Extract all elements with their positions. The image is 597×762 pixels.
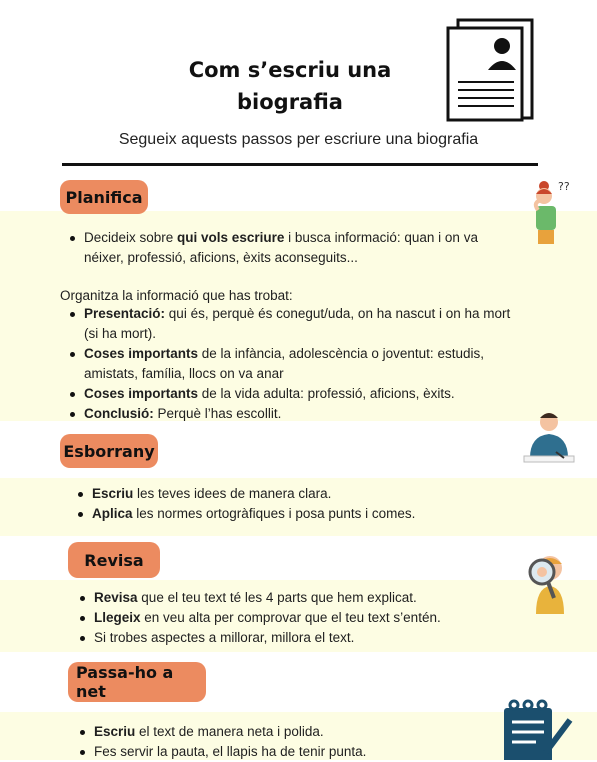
- clipboard-pencil-icon: [500, 698, 576, 760]
- list-item: Coses importants de la vida adulta: professió, aficions, èxits.: [68, 384, 518, 404]
- section-label-passa-ho: Passa-ho a net: [68, 662, 206, 702]
- planifica-list: [68, 304, 518, 424]
- writing-man-illustration: [516, 408, 582, 466]
- page-subtitle: Segueix aquests passos per escriure una biografia: [118, 131, 479, 148]
- section-label-revisa: Revisa: [68, 542, 160, 578]
- document-profile-icon: [444, 18, 536, 122]
- section-label-esborrany: Esborrany: [60, 434, 158, 468]
- planifica-intro: Organitza la informació que has trobat:: [60, 288, 293, 303]
- thinking-girl-illustration: [524, 176, 574, 246]
- passa-ho-list: [78, 722, 498, 762]
- esborrany-list: [76, 484, 526, 524]
- list-item: Fes servir la pauta, el llapis ha de tenir punta.: [78, 742, 498, 762]
- section-label-planifica: Planifica: [60, 180, 148, 214]
- revisa-list: [78, 588, 528, 648]
- list-item: Llegeix en veu alta per comprovar que el teu text s’entén.: [78, 608, 528, 628]
- magnifier-boy-illustration: [524, 548, 576, 618]
- list-item: Si trobes aspectes a millorar, millora el text.: [78, 628, 528, 648]
- list-item: Escriu el text de manera neta i polida.: [78, 722, 498, 742]
- header-divider: [62, 163, 538, 166]
- page-title: [180, 54, 400, 118]
- list-item: Coses importants de la infància, adolescència o joventut: estudis, amistats, família, llocs on va anar: [68, 344, 518, 384]
- list-item: Decideix sobre qui vols escriure i busca informació: quan i on va néixer, professió, aficions, èxits aconseguits...: [68, 228, 516, 268]
- list-item: Conclusió: Perquè l’has escollit.: [68, 404, 518, 424]
- list-item: Revisa que el teu text té les 4 parts que hem explicat.: [78, 588, 528, 608]
- svg-text:??: ??: [558, 180, 570, 193]
- list-item: Aplica les normes ortogràfiques i posa punts i comes.: [76, 504, 526, 524]
- title-line-1: Com s’escriu una: [188, 58, 392, 82]
- planifica-content: [68, 228, 516, 268]
- title-line-2: biografia: [237, 90, 343, 114]
- list-item: Escriu les teves idees de manera clara.: [76, 484, 526, 504]
- list-item: Presentació: qui és, perquè és conegut/uda, on ha nascut i on ha mort (si ha mort).: [68, 304, 518, 344]
